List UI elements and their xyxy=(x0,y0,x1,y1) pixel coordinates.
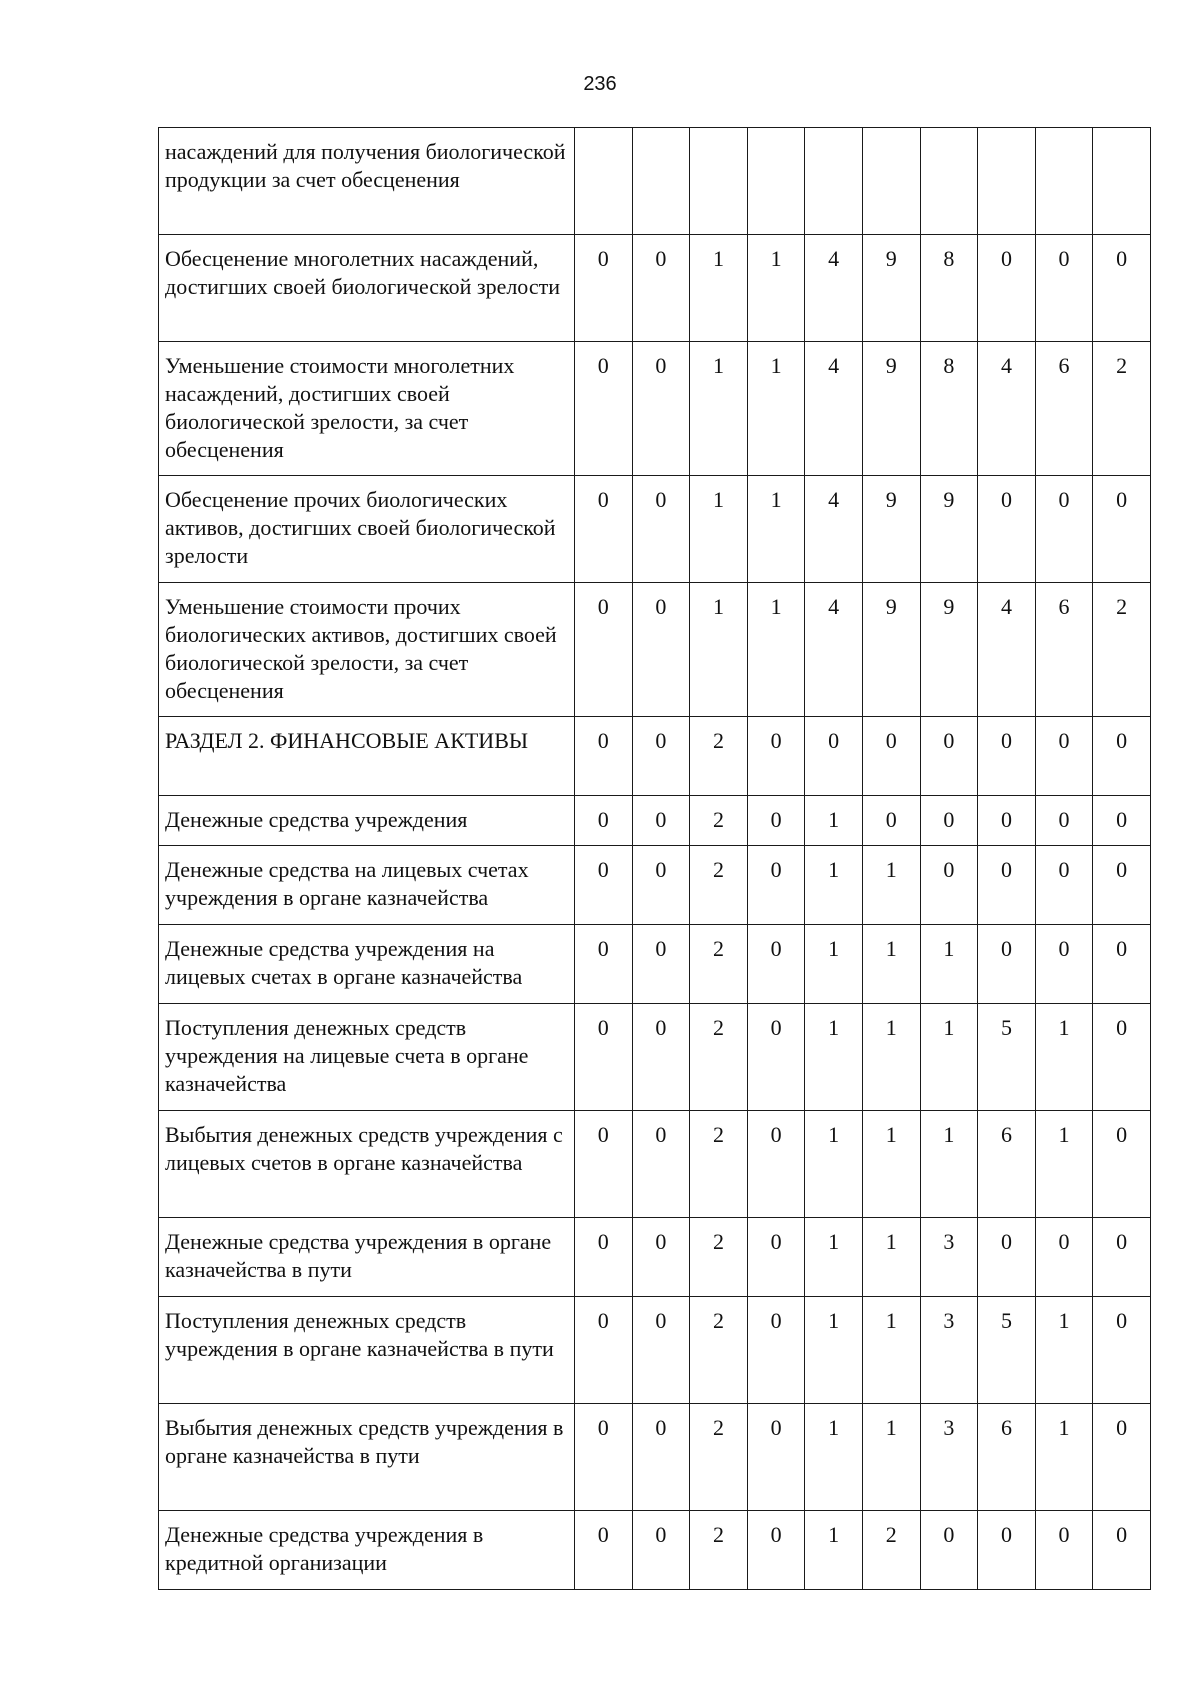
account-code-digit-cell: 1 xyxy=(805,1111,863,1218)
account-name-cell: Денежные средства на лицевых счетах учреждения в органе казначейства xyxy=(159,846,575,925)
account-code-digit-cell: 0 xyxy=(632,235,690,342)
account-code-digit-cell: 0 xyxy=(575,476,633,583)
account-code-digit-cell: 2 xyxy=(690,1404,748,1511)
account-code-digit-cell: 1 xyxy=(690,583,748,717)
account-code-digit-cell: 2 xyxy=(690,796,748,846)
account-name-cell: Денежные средства учреждения в кредитной организации xyxy=(159,1511,575,1590)
account-code-digit-cell: 0 xyxy=(978,476,1036,583)
account-code-digit-cell: 1 xyxy=(805,846,863,925)
account-code-digit-cell: 6 xyxy=(978,1111,1036,1218)
account-name-cell: Обесценение прочих биологических активов, достигших своей биологической зрелости xyxy=(159,476,575,583)
account-code-digit-cell: 0 xyxy=(805,717,863,796)
account-code-digit-cell: 0 xyxy=(575,1297,633,1404)
account-code-digit-cell: 1 xyxy=(805,1511,863,1590)
account-code-digit-cell: 2 xyxy=(690,1511,748,1590)
account-code-digit-cell: 1 xyxy=(805,1297,863,1404)
account-code-digit-cell: 0 xyxy=(978,846,1036,925)
account-code-digit-cell: 1 xyxy=(862,1404,920,1511)
account-code-digit-cell: 0 xyxy=(1093,925,1151,1004)
account-code-digit-cell: 9 xyxy=(862,476,920,583)
account-code-digit-cell: 0 xyxy=(632,717,690,796)
account-code-digit-cell: 4 xyxy=(978,583,1036,717)
account-code-digit-cell: 1 xyxy=(1035,1297,1093,1404)
account-code-digit-cell: 1 xyxy=(1035,1004,1093,1111)
account-name-cell: Денежные средства учреждения в органе казначейства в пути xyxy=(159,1218,575,1297)
account-code-digit-cell xyxy=(690,128,748,235)
account-code-digit-cell: 0 xyxy=(575,235,633,342)
account-code-digit-cell xyxy=(1035,128,1093,235)
account-code-digit-cell: 0 xyxy=(978,796,1036,846)
account-code-digit-cell: 0 xyxy=(1093,1404,1151,1511)
table-row xyxy=(159,1404,1151,1511)
account-code-digit-cell: 0 xyxy=(1035,1218,1093,1297)
account-code-digit-cell: 0 xyxy=(1035,846,1093,925)
account-code-digit-cell: 0 xyxy=(632,476,690,583)
account-code-digit-cell: 6 xyxy=(978,1404,1036,1511)
account-code-digit-cell: 2 xyxy=(690,717,748,796)
account-code-digit-cell: 0 xyxy=(1093,796,1151,846)
account-name-cell: Уменьшение стоимости прочих биологических активов, достигших своей биологической зрелости, за счет обесценения xyxy=(159,583,575,717)
account-code-digit-cell: 1 xyxy=(862,1218,920,1297)
account-code-digit-cell: 0 xyxy=(978,1511,1036,1590)
account-code-digit-cell: 0 xyxy=(632,1404,690,1511)
account-code-digit-cell: 0 xyxy=(747,1511,805,1590)
table-row xyxy=(159,128,1151,235)
table-row xyxy=(159,1511,1151,1590)
account-code-digit-cell: 2 xyxy=(1093,583,1151,717)
account-code-digit-cell: 0 xyxy=(1093,717,1151,796)
account-code-digit-cell: 0 xyxy=(632,1111,690,1218)
account-code-digit-cell: 2 xyxy=(862,1511,920,1590)
account-code-digit-cell: 2 xyxy=(1093,342,1151,476)
account-code-digit-cell: 1 xyxy=(1035,1404,1093,1511)
account-code-digit-cell: 1 xyxy=(920,925,978,1004)
account-code-digit-cell: 0 xyxy=(575,1218,633,1297)
account-code-digit-cell: 0 xyxy=(1093,476,1151,583)
account-code-digit-cell: 0 xyxy=(632,846,690,925)
account-code-digit-cell: 1 xyxy=(862,1004,920,1111)
account-code-digit-cell: 0 xyxy=(632,583,690,717)
account-code-digit-cell: 0 xyxy=(1035,796,1093,846)
account-name-cell: Поступления денежных средств учреждения в органе казначейства в пути xyxy=(159,1297,575,1404)
account-code-digit-cell: 3 xyxy=(920,1297,978,1404)
account-code-digit-cell: 0 xyxy=(1093,1004,1151,1111)
account-code-digit-cell: 8 xyxy=(920,235,978,342)
account-name-cell: Выбытия денежных средств учреждения в органе казначейства в пути xyxy=(159,1404,575,1511)
account-code-digit-cell: 0 xyxy=(747,846,805,925)
table-row xyxy=(159,717,1151,796)
account-code-digit-cell: 0 xyxy=(747,717,805,796)
account-code-digit-cell: 3 xyxy=(920,1218,978,1297)
account-code-digit-cell: 0 xyxy=(575,1511,633,1590)
account-code-digit-cell: 0 xyxy=(575,717,633,796)
account-code-digit-cell: 2 xyxy=(690,925,748,1004)
account-code-digit-cell: 8 xyxy=(920,342,978,476)
account-code-digit-cell: 0 xyxy=(575,342,633,476)
table-row xyxy=(159,1297,1151,1404)
account-code-digit-cell: 4 xyxy=(978,342,1036,476)
accounts-table xyxy=(158,127,1151,1590)
account-code-digit-cell: 1 xyxy=(920,1111,978,1218)
account-code-digit-cell: 6 xyxy=(1035,583,1093,717)
account-code-digit-cell: 0 xyxy=(978,717,1036,796)
account-code-digit-cell: 0 xyxy=(747,1404,805,1511)
account-code-digit-cell: 0 xyxy=(575,846,633,925)
account-code-digit-cell: 0 xyxy=(747,1297,805,1404)
account-code-digit-cell: 1 xyxy=(747,342,805,476)
account-code-digit-cell: 0 xyxy=(632,796,690,846)
account-code-digit-cell: 2 xyxy=(690,1004,748,1111)
account-code-digit-cell: 1 xyxy=(747,476,805,583)
account-code-digit-cell: 2 xyxy=(690,1297,748,1404)
account-code-digit-cell: 5 xyxy=(978,1004,1036,1111)
account-code-digit-cell: 0 xyxy=(747,1004,805,1111)
account-code-digit-cell: 0 xyxy=(1093,1297,1151,1404)
account-code-digit-cell: 0 xyxy=(978,235,1036,342)
account-name-cell: Выбытия денежных средств учреждения с лицевых счетов в органе казначейства xyxy=(159,1111,575,1218)
table-row xyxy=(159,583,1151,717)
account-code-digit-cell: 9 xyxy=(920,476,978,583)
account-code-digit-cell xyxy=(632,128,690,235)
account-code-digit-cell: 0 xyxy=(575,1404,633,1511)
account-code-digit-cell: 1 xyxy=(862,1297,920,1404)
account-code-digit-cell: 1 xyxy=(805,1004,863,1111)
table-row xyxy=(159,1004,1151,1111)
table-row xyxy=(159,342,1151,476)
account-code-digit-cell: 2 xyxy=(690,846,748,925)
account-code-digit-cell: 1 xyxy=(805,796,863,846)
table-row xyxy=(159,1218,1151,1297)
account-code-digit-cell: 0 xyxy=(920,1511,978,1590)
table-row xyxy=(159,235,1151,342)
account-code-digit-cell: 0 xyxy=(1093,1511,1151,1590)
account-code-digit-cell: 1 xyxy=(690,342,748,476)
account-code-digit-cell: 1 xyxy=(805,1218,863,1297)
account-code-digit-cell xyxy=(862,128,920,235)
account-code-digit-cell: 0 xyxy=(862,796,920,846)
account-code-digit-cell: 1 xyxy=(747,235,805,342)
account-code-digit-cell: 0 xyxy=(575,1111,633,1218)
account-code-digit-cell: 0 xyxy=(747,925,805,1004)
account-code-digit-cell: 9 xyxy=(862,342,920,476)
page-number: 236 xyxy=(583,73,617,95)
account-code-digit-cell: 0 xyxy=(862,717,920,796)
table-row xyxy=(159,476,1151,583)
account-name-cell: РАЗДЕЛ 2. ФИНАНСОВЫЕ АКТИВЫ xyxy=(159,717,575,796)
account-code-digit-cell: 1 xyxy=(805,925,863,1004)
account-code-digit-cell xyxy=(747,128,805,235)
account-code-digit-cell: 0 xyxy=(575,583,633,717)
account-code-digit-cell: 6 xyxy=(1035,342,1093,476)
account-name-cell: Поступления денежных средств учреждения на лицевые счета в органе казначейства xyxy=(159,1004,575,1111)
account-code-digit-cell: 0 xyxy=(1093,1218,1151,1297)
account-code-digit-cell xyxy=(805,128,863,235)
account-code-digit-cell: 0 xyxy=(632,1218,690,1297)
account-code-digit-cell: 9 xyxy=(862,235,920,342)
account-code-digit-cell: 2 xyxy=(690,1111,748,1218)
account-code-digit-cell: 0 xyxy=(1035,1511,1093,1590)
account-code-digit-cell: 3 xyxy=(920,1404,978,1511)
account-code-digit-cell: 4 xyxy=(805,235,863,342)
account-name-cell: Уменьшение стоимости многолетних насаждений, достигших своей биологической зрелости, за счет обесценения xyxy=(159,342,575,476)
account-code-digit-cell: 0 xyxy=(1093,1111,1151,1218)
account-code-digit-cell: 0 xyxy=(575,1004,633,1111)
account-code-digit-cell: 1 xyxy=(862,925,920,1004)
account-code-digit-cell: 0 xyxy=(747,796,805,846)
account-code-digit-cell: 0 xyxy=(632,1297,690,1404)
account-name-cell: насаждений для получения биологической продукции за счет обесценения xyxy=(159,128,575,235)
account-code-digit-cell: 0 xyxy=(1035,717,1093,796)
table-row xyxy=(159,846,1151,925)
account-code-digit-cell xyxy=(920,128,978,235)
accounts-table-body xyxy=(159,128,1151,1590)
account-code-digit-cell: 0 xyxy=(575,925,633,1004)
account-code-digit-cell: 0 xyxy=(1035,235,1093,342)
account-code-digit-cell: 1 xyxy=(690,235,748,342)
account-code-digit-cell: 0 xyxy=(1093,235,1151,342)
account-code-digit-cell: 0 xyxy=(920,846,978,925)
account-code-digit-cell: 0 xyxy=(632,342,690,476)
account-code-digit-cell: 4 xyxy=(805,342,863,476)
account-code-digit-cell: 0 xyxy=(920,796,978,846)
account-code-digit-cell: 4 xyxy=(805,583,863,717)
account-code-digit-cell: 0 xyxy=(632,925,690,1004)
account-name-cell: Обесценение многолетних насаждений, достигших своей биологической зрелости xyxy=(159,235,575,342)
account-code-digit-cell: 0 xyxy=(575,796,633,846)
account-code-digit-cell xyxy=(575,128,633,235)
account-code-digit-cell: 9 xyxy=(862,583,920,717)
account-code-digit-cell xyxy=(978,128,1036,235)
account-code-digit-cell: 0 xyxy=(1035,925,1093,1004)
table-row xyxy=(159,925,1151,1004)
table-row xyxy=(159,796,1151,846)
account-code-digit-cell: 0 xyxy=(632,1004,690,1111)
account-code-digit-cell: 0 xyxy=(747,1218,805,1297)
account-code-digit-cell: 1 xyxy=(747,583,805,717)
account-name-cell: Денежные средства учреждения xyxy=(159,796,575,846)
account-code-digit-cell xyxy=(1093,128,1151,235)
account-code-digit-cell: 1 xyxy=(805,1404,863,1511)
account-code-digit-cell: 1 xyxy=(690,476,748,583)
account-code-digit-cell: 9 xyxy=(920,583,978,717)
account-code-digit-cell: 1 xyxy=(1035,1111,1093,1218)
account-code-digit-cell: 0 xyxy=(978,925,1036,1004)
account-code-digit-cell: 0 xyxy=(747,1111,805,1218)
table-row xyxy=(159,1111,1151,1218)
account-code-digit-cell: 4 xyxy=(805,476,863,583)
account-code-digit-cell: 0 xyxy=(1035,476,1093,583)
account-code-digit-cell: 1 xyxy=(920,1004,978,1111)
account-code-digit-cell: 1 xyxy=(862,846,920,925)
account-code-digit-cell: 1 xyxy=(862,1111,920,1218)
account-code-digit-cell: 0 xyxy=(632,1511,690,1590)
account-code-digit-cell: 0 xyxy=(920,717,978,796)
account-code-digit-cell: 5 xyxy=(978,1297,1036,1404)
account-code-digit-cell: 0 xyxy=(1093,846,1151,925)
account-name-cell: Денежные средства учреждения на лицевых счетах в органе казначейства xyxy=(159,925,575,1004)
account-code-digit-cell: 0 xyxy=(978,1218,1036,1297)
account-code-digit-cell: 2 xyxy=(690,1218,748,1297)
